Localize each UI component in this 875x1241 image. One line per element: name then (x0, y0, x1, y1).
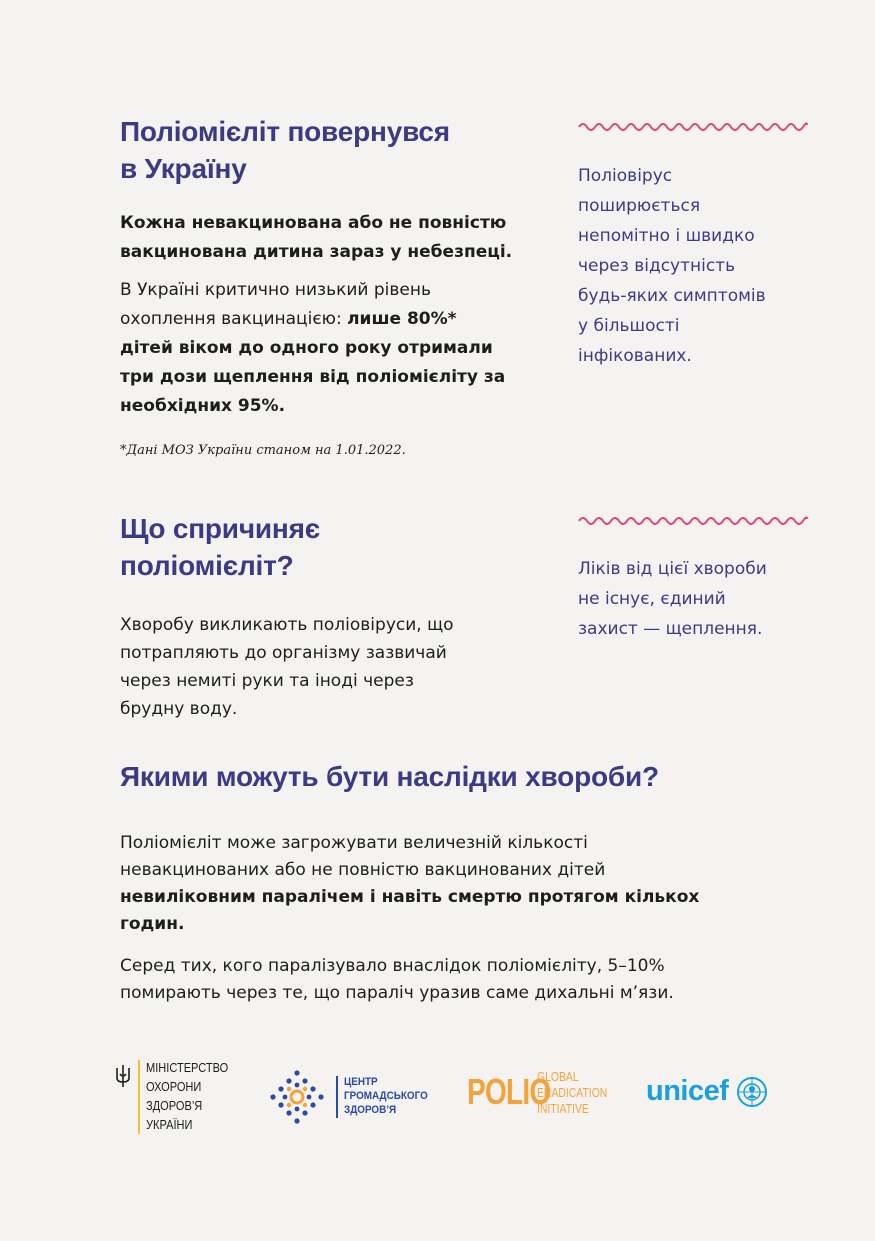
paragraph-line: необхідних 95%. (120, 396, 286, 416)
section2-title-line1: Що спричиняє (120, 513, 320, 544)
lead-line: Кожна невакцинована або не повністю (120, 213, 507, 233)
logo-line: УКРАЇНИ (146, 1117, 193, 1132)
logo-divider (336, 1076, 338, 1118)
gpei-logo-text (537, 1069, 607, 1117)
callout-line: Ліків від цієї хвороби (578, 559, 767, 579)
section1-title (120, 113, 450, 187)
callout-line: Поліовірус (578, 166, 673, 186)
callout-line: будь-яких симптомів (578, 286, 766, 306)
paragraph-line: В Україні критично низький рівень (120, 280, 432, 300)
wave-divider (578, 514, 808, 528)
unicef-emblem-icon (736, 1076, 768, 1108)
logo-line: ЗДОРОВ’Я (344, 1104, 397, 1116)
gpei-logo (467, 1066, 617, 1122)
section1-title-line1: Поліомієліт повернувся (120, 116, 450, 147)
paragraph-line: три дози щеплення від поліомієліту за (120, 367, 506, 387)
section3-paragraph-2 (120, 953, 674, 1007)
wave-divider (578, 120, 808, 134)
paragraph-line: Хворобу викликають поліовіруси, що (120, 615, 454, 635)
logo-line: ГРОМАДСЬКОГО (344, 1090, 428, 1102)
paragraph-line: через немиті руки та іноді через (120, 671, 414, 691)
paragraph-line: годин. (120, 914, 185, 934)
lead-line: вакцинована дитина зараз у небезпеці. (120, 242, 513, 262)
paragraph-line: невакцинованих або не повністю вакцинованих дітей (120, 860, 606, 880)
section3-paragraph-1 (120, 830, 699, 938)
logo-divider (138, 1060, 140, 1134)
section1-title-line2: в Україну (120, 153, 247, 184)
sidebar-callout-2 (578, 554, 767, 644)
callout-line: інфікованих. (578, 346, 692, 366)
section1-paragraph (120, 276, 505, 421)
logo-line: МІНІСТЕРСТВО (146, 1060, 229, 1075)
logo-line: ERADICATION (537, 1085, 608, 1100)
moz-logo-text (146, 1058, 228, 1134)
logo-line: GLOBAL (537, 1069, 579, 1084)
callout-line: через відсутність (578, 256, 736, 276)
paragraph-line: Поліомієліт може загрожувати величезній кількості (120, 833, 588, 853)
section1-lead (120, 209, 512, 267)
phc-dots-icon (268, 1068, 326, 1126)
moz-logo (114, 1058, 244, 1138)
callout-line: поширюється (578, 196, 701, 216)
callout-line: у більшості (578, 316, 680, 336)
paragraph-line: дітей віком до одного року отримали (120, 338, 493, 358)
phc-logo (268, 1068, 438, 1128)
unicef-logo (646, 1073, 776, 1113)
logo-line: ЗДОРОВ’Я (146, 1098, 203, 1113)
paragraph-line: брудну воду. (120, 699, 238, 719)
paragraph-line: помирають через те, що параліч уразив саме дихальні м’язи. (120, 983, 674, 1003)
paragraph-line: потрапляють до організму зазвичай (120, 643, 447, 663)
paragraph-text: охоплення вакцинацією: (120, 309, 348, 329)
sidebar-callout-1 (578, 161, 766, 371)
paragraph-bold: лише 80%* (347, 309, 457, 329)
footnote: *Дані МОЗ України станом на 1.01.2022. (120, 443, 406, 458)
callout-line: захист — щеплення. (578, 619, 763, 639)
section2-title-line2: поліомієліт? (120, 550, 294, 581)
callout-line: непомітно і швидко (578, 226, 755, 246)
section2-title (120, 510, 320, 584)
logo-line: ОХОРОНИ (146, 1079, 202, 1094)
section2-paragraph (120, 611, 454, 723)
callout-line: не існує, єдиний (578, 589, 726, 609)
paragraph-line: Серед тих, кого паралізувало внаслідок поліомієліту, 5–10% (120, 956, 665, 976)
polio-wordmark: POLIO (467, 1071, 551, 1112)
unicef-wordmark: unicef (646, 1075, 729, 1107)
section3-title: Якими можуть бути наслідки хвороби? (120, 761, 659, 792)
logo-line: ЦЕНТР (344, 1076, 378, 1088)
paragraph-line (120, 305, 505, 334)
paragraph-line: невиліковним паралічем і навіть смертю протягом кількох (120, 887, 700, 907)
phc-logo-text (344, 1075, 428, 1117)
trident-icon (114, 1064, 132, 1088)
logo-line: INITIATIVE (537, 1101, 589, 1116)
